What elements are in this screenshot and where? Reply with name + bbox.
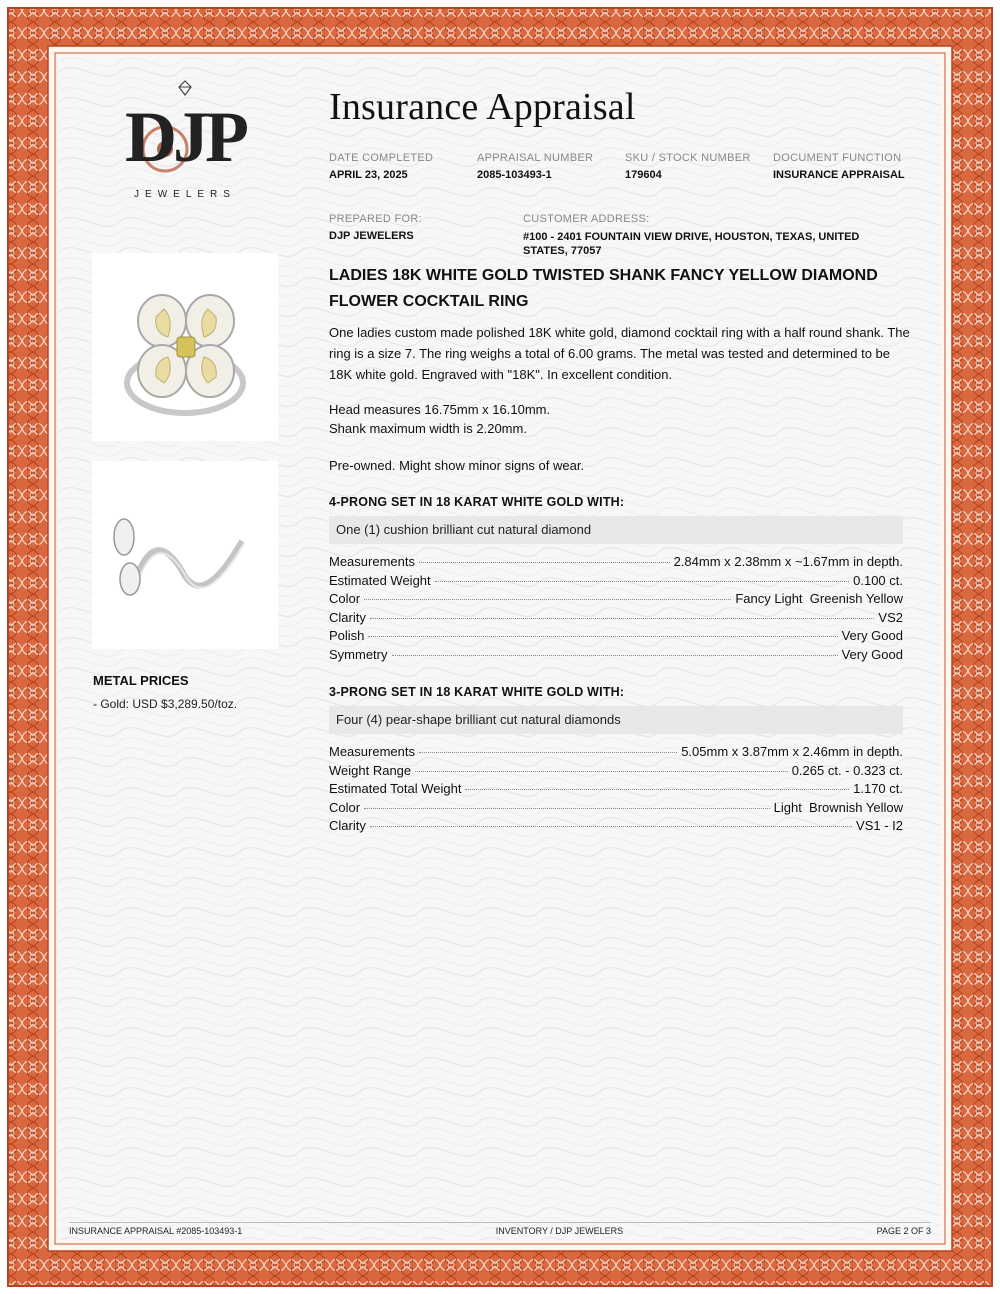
spec-row <box>329 818 903 837</box>
spec-row <box>329 744 903 763</box>
ring-top-image <box>92 253 278 441</box>
spec-row <box>329 573 903 592</box>
dot-leader <box>364 599 731 600</box>
logo-subtitle: JEWELERS <box>134 189 236 200</box>
ring-side-image <box>92 461 278 649</box>
prepared-label: PREPARED FOR: <box>329 213 422 225</box>
dot-leader <box>419 562 670 563</box>
meta-value: 2085-103493-1 <box>477 169 552 181</box>
spec-row <box>329 591 903 610</box>
dot-leader <box>392 655 838 656</box>
company-logo <box>105 79 265 209</box>
ring-photo-side <box>92 461 278 649</box>
meta-label: DATE COMPLETED <box>329 152 434 164</box>
footer-right: PAGE 2 OF 3 <box>876 1226 931 1236</box>
prepared-value: DJP JEWELERS <box>329 230 414 242</box>
spec-row <box>329 554 903 573</box>
spec-key: Measurements <box>329 554 415 569</box>
spec-row <box>329 800 903 819</box>
spec-value: 2.84mm x 2.38mm x ~1.67mm in depth. <box>673 554 903 569</box>
spec-value: VS2 <box>878 609 903 625</box>
stone-description: One (1) cushion brilliant cut natural diamond <box>329 516 903 544</box>
page-footer <box>69 1226 931 1236</box>
spec-key: Symmetry <box>329 647 388 662</box>
meta-appraisal-number <box>477 152 593 181</box>
customer-address <box>523 213 903 258</box>
spec-key: Estimated Weight <box>329 572 431 588</box>
footer-divider <box>69 1222 931 1223</box>
ring-photo-top <box>92 253 278 441</box>
gold-price: - Gold: USD $3,289.50/toz. <box>93 697 238 711</box>
spec-row <box>329 647 903 666</box>
spec-key: Measurements <box>329 744 415 759</box>
dot-leader <box>435 581 849 582</box>
prepared-for <box>329 213 422 242</box>
spec-value: 1.170 ct. <box>853 781 903 797</box>
document-body <box>59 57 941 1240</box>
dot-leader <box>465 789 849 790</box>
spec-key: Color <box>329 591 361 607</box>
spec-key: Color <box>329 799 361 815</box>
spec-row <box>329 628 903 647</box>
item-heading: LADIES 18K WHITE GOLD TWISTED SHANK FANCY YELLOW DIAMOND FLOWER COCKTAIL RING <box>329 267 878 310</box>
section-title: 4-PRONG SET IN 18 KARAT WHITE GOLD WITH: <box>329 495 625 509</box>
spec-value: Very Good <box>841 628 903 644</box>
dot-leader <box>415 771 788 772</box>
spec-key: Estimated Total Weight <box>329 781 462 797</box>
spec-value: Light Brownish Yellow <box>773 799 903 815</box>
spec-key: Clarity <box>329 818 366 834</box>
spec-key: Weight Range <box>329 762 412 778</box>
dot-leader <box>364 808 770 809</box>
address-value: #100 - 2401 FOUNTAIN VIEW DRIVE, HOUSTON, TEXAS, UNITED STATES, 77057 <box>523 231 860 257</box>
footer-left: INSURANCE APPRAISAL #2085-103493-1 <box>69 1226 243 1236</box>
meta-value: INSURANCE APPRAISAL <box>773 169 905 181</box>
spec-row <box>329 763 903 782</box>
dot-leader <box>368 636 837 637</box>
section-title: 3-PRONG SET IN 18 KARAT WHITE GOLD WITH: <box>329 685 625 699</box>
dot-leader <box>370 618 875 619</box>
spec-value: Fancy Light Greenish Yellow <box>735 591 903 607</box>
spec-value: 0.265 ct. - 0.323 ct. <box>791 762 903 778</box>
meta-label: SKU / STOCK NUMBER <box>625 152 751 164</box>
meta-value: APRIL 23, 2025 <box>329 169 408 181</box>
spec-value: VS1 - I2 <box>856 818 903 834</box>
dot-leader <box>419 752 677 753</box>
logo-letters: DJP <box>125 97 245 177</box>
stone-description: Four (4) pear-shape brilliant cut natural diamonds <box>329 706 903 734</box>
spec-value: Very Good <box>841 647 903 662</box>
meta-function <box>773 152 905 181</box>
condition-note: Pre-owned. Might show minor signs of wear. <box>329 458 585 473</box>
spec-row <box>329 781 903 800</box>
item-description: One ladies custom made polished 18K white gold, diamond cocktail ring with a half round shank. The ring is a size 7. The ring weighs a total of 6.00 grams. The metal was tested and determined to be 18K white gold. Engraved with "18K". In excellent condition. <box>329 325 910 382</box>
meta-date <box>329 152 433 181</box>
dot-leader <box>370 826 852 827</box>
spec-row <box>329 610 903 629</box>
meta-label: APPRAISAL NUMBER <box>477 152 594 164</box>
page-title: Insurance Appraisal <box>329 86 636 128</box>
meta-value: 179604 <box>625 169 662 181</box>
metal-prices-title: METAL PRICES <box>93 673 189 688</box>
head-measure: Head measures 16.75mm x 16.10mm. <box>329 402 551 417</box>
spec-value: 5.05mm x 3.87mm x 2.46mm in depth. <box>681 744 903 759</box>
shank-measure: Shank maximum width is 2.20mm. <box>329 421 527 436</box>
meta-sku <box>625 152 751 181</box>
spec-key: Clarity <box>329 609 366 625</box>
address-label: CUSTOMER ADDRESS: <box>523 213 650 225</box>
spec-value: 0.100 ct. <box>853 572 903 588</box>
meta-label: DOCUMENT FUNCTION <box>773 152 902 164</box>
spec-key: Polish <box>329 628 365 644</box>
footer-center: INVENTORY / DJP JEWELERS <box>495 1226 624 1236</box>
